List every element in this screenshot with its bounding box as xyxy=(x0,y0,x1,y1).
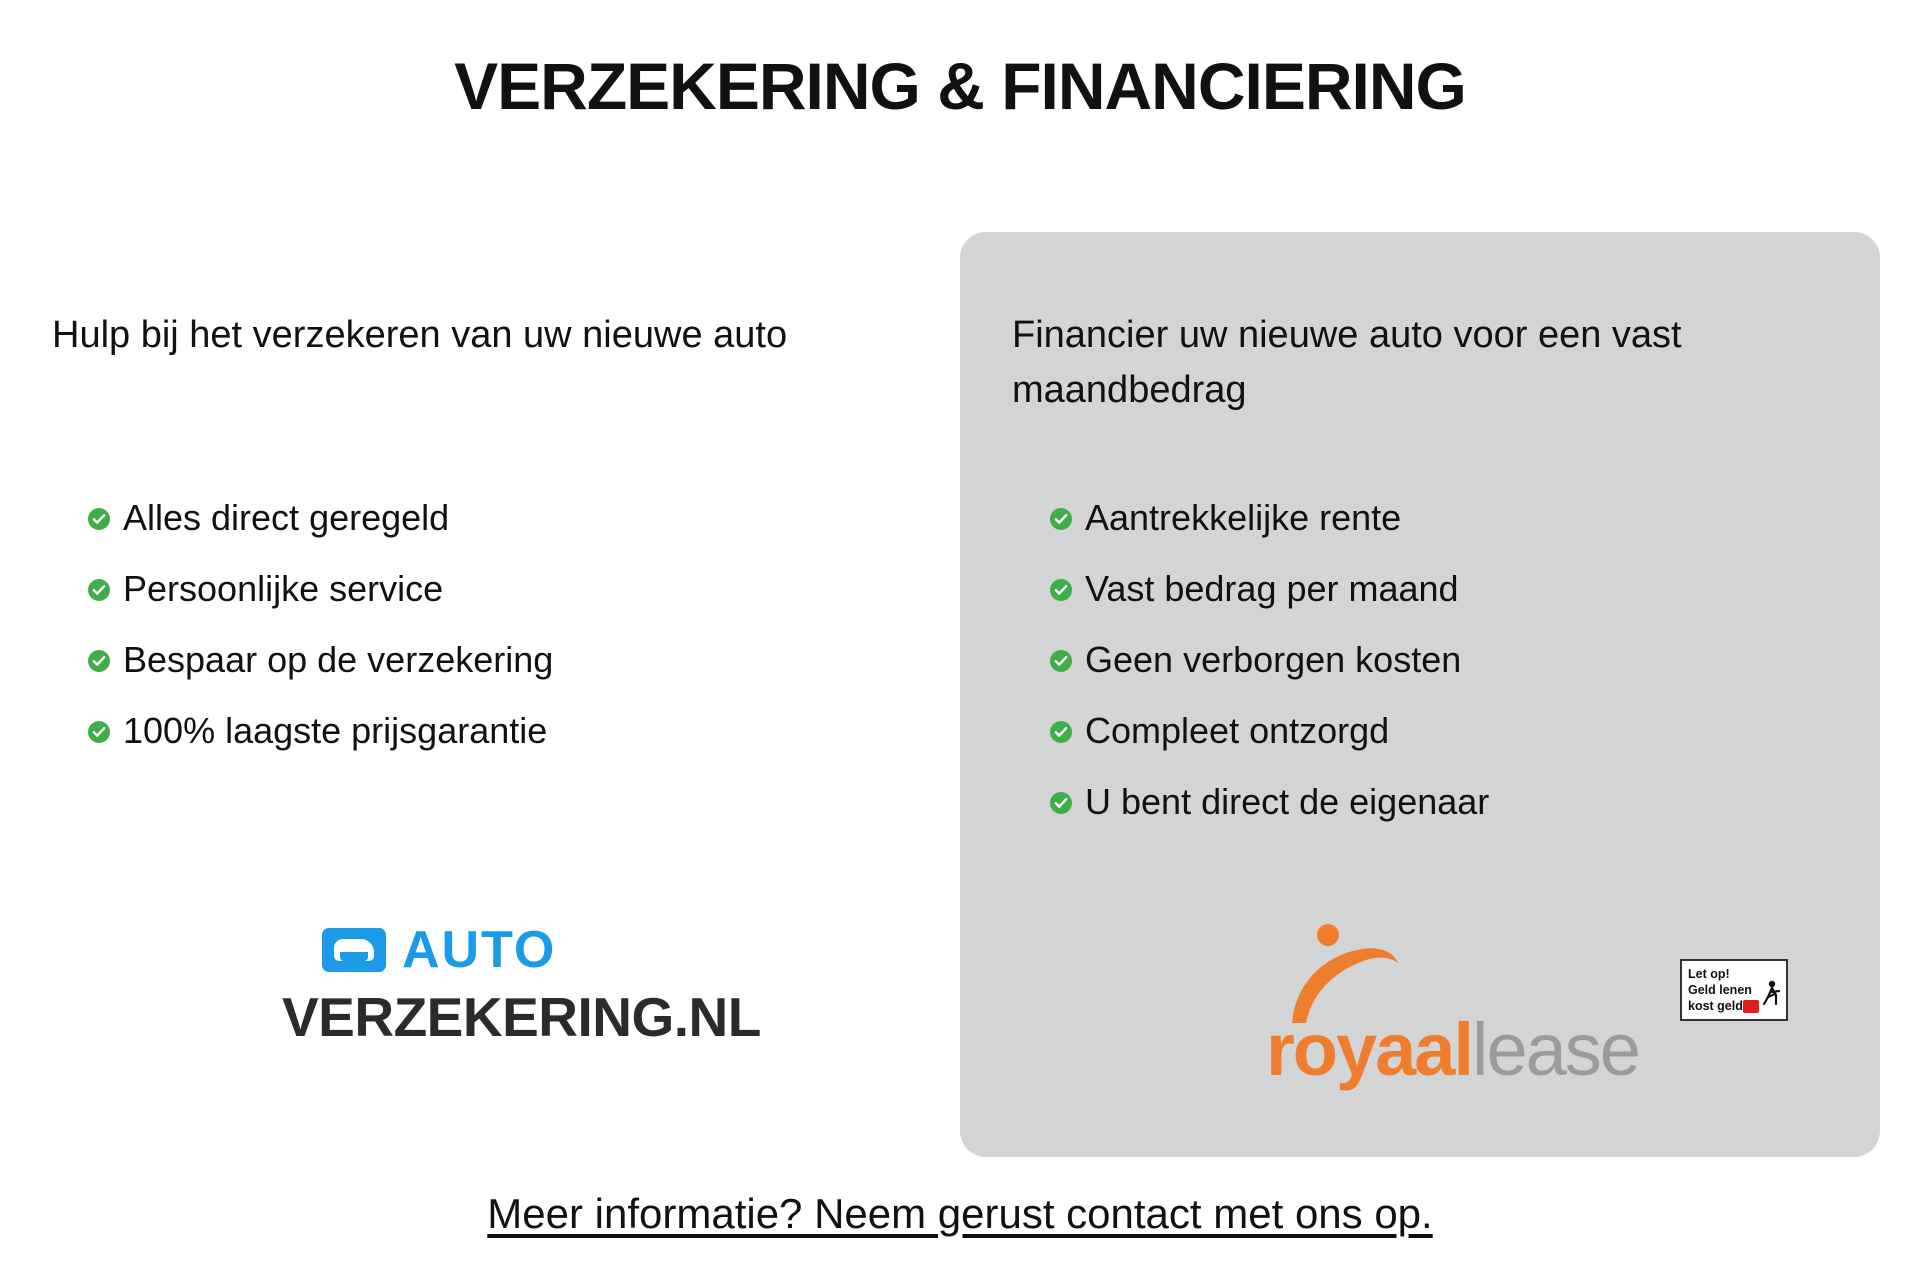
royaallease-logo xyxy=(1260,937,1820,1091)
check-circle-icon xyxy=(1050,650,1072,672)
check-circle-icon xyxy=(1050,792,1072,814)
car-icon xyxy=(322,928,386,972)
warning-line-2: Geld lenen xyxy=(1688,983,1752,997)
list-item-label: Aantrekkelijke rente xyxy=(1085,496,1402,538)
credit-warning-badge xyxy=(1680,959,1788,1021)
royaal-word-bold: royaal xyxy=(1266,1008,1473,1091)
list-item-label: U bent direct de eigenaar xyxy=(1085,780,1490,822)
check-circle-icon xyxy=(1050,579,1072,601)
list-item-label: Bespaar op de verzekering xyxy=(123,638,554,680)
person-swoosh-icon xyxy=(1282,919,1402,1029)
logo-line-auto: AUTO xyxy=(402,921,557,979)
list-item-label: 100% laagste prijsgarantie xyxy=(123,709,548,751)
list-item xyxy=(88,695,888,766)
list-item xyxy=(1050,766,1850,837)
list-item-label: Compleet ontzorgd xyxy=(1085,709,1390,751)
check-circle-icon xyxy=(1050,508,1072,530)
financing-benefit-list xyxy=(1050,482,1850,837)
list-item xyxy=(1050,624,1850,695)
royaal-word-light: lease xyxy=(1472,1008,1639,1091)
list-item xyxy=(88,553,888,624)
list-item-label: Persoonlijke service xyxy=(123,567,444,609)
check-circle-icon xyxy=(88,721,110,743)
list-item xyxy=(88,624,888,695)
financing-heading: Financier uw nieuwe auto voor een vast maandbedrag xyxy=(1012,314,1682,412)
list-item xyxy=(1050,695,1850,766)
list-item xyxy=(88,482,888,553)
check-circle-icon xyxy=(88,508,110,530)
list-item-label: Geen verborgen kosten xyxy=(1085,638,1462,680)
autoverzekering-logo xyxy=(282,922,922,1072)
insurance-heading: Hulp bij het verzekeren van uw nieuwe auto xyxy=(52,314,788,356)
walking-person-icon xyxy=(1761,980,1781,1014)
check-circle-icon xyxy=(1050,721,1072,743)
insurance-benefit-list xyxy=(88,482,888,766)
list-item-label: Vast bedrag per maand xyxy=(1085,567,1459,609)
list-item xyxy=(1050,553,1850,624)
red-square-icon xyxy=(1743,1000,1759,1013)
financing-column xyxy=(960,232,1880,1157)
warning-line-3: kost geld xyxy=(1688,999,1743,1013)
list-item-label: Alles direct geregeld xyxy=(123,496,450,538)
list-item xyxy=(1050,482,1850,553)
logo-line-verzekering: VERZEKERING.NL xyxy=(282,986,761,1048)
page-title: VERZEKERING & FINANCIERING xyxy=(454,49,1466,123)
contact-link[interactable]: Meer informatie? Neem gerust contact met ons op. xyxy=(487,1190,1433,1237)
check-circle-icon xyxy=(88,650,110,672)
warning-line-1: Let op! xyxy=(1688,967,1730,981)
insurance-column xyxy=(42,232,942,1157)
check-circle-icon xyxy=(88,579,110,601)
